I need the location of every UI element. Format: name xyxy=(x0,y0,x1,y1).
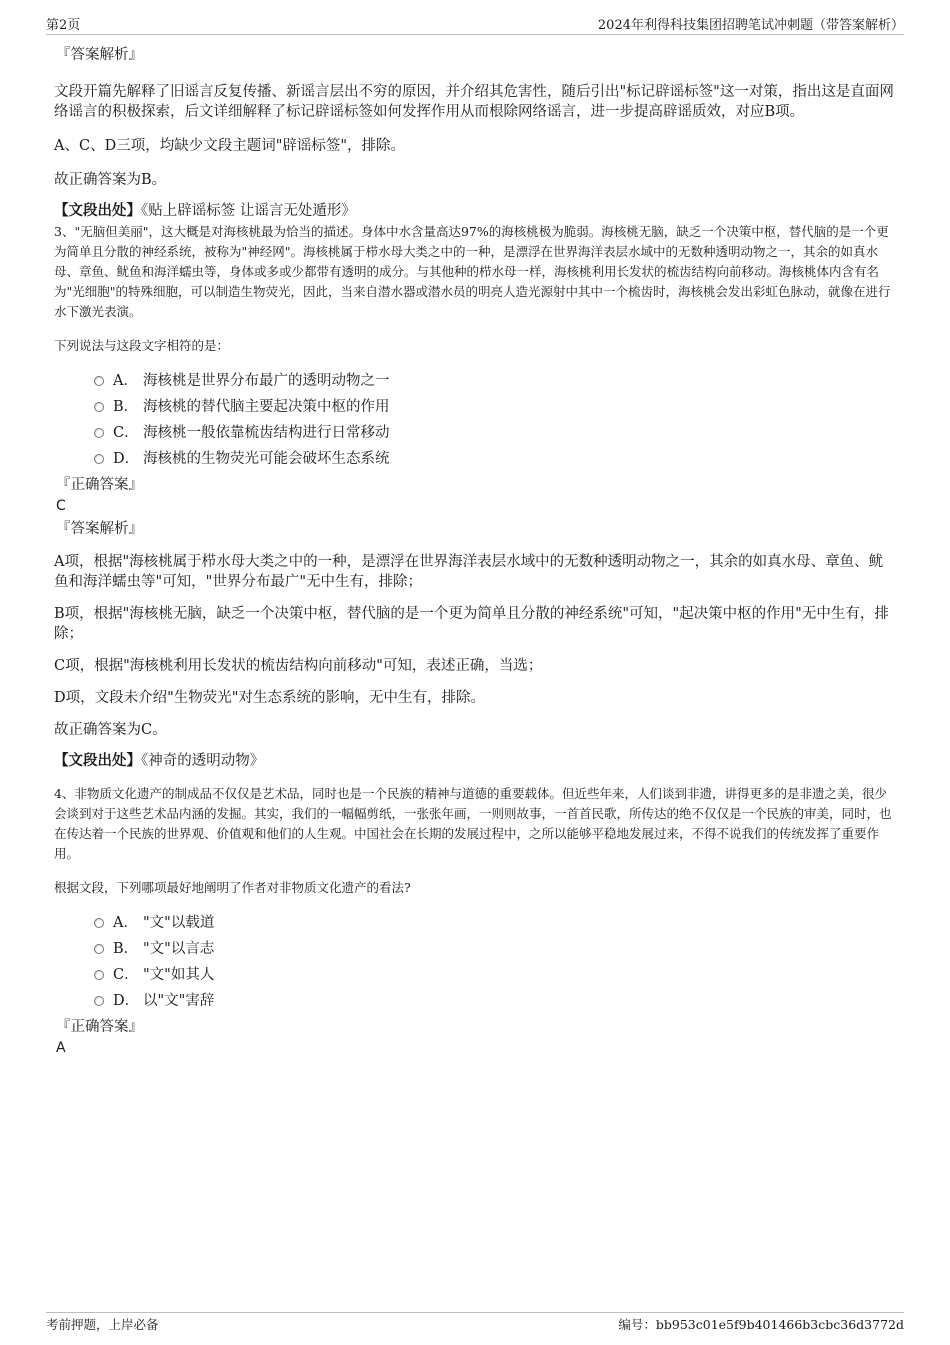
option-letter: B． xyxy=(113,941,139,957)
radio-icon[interactable] xyxy=(94,944,104,954)
option-text: 海核桃的生物荧光可能会破坏生态系统 xyxy=(143,451,390,467)
option-text: 海核桃一般依靠梳齿结构进行日常移动 xyxy=(143,425,390,441)
radio-icon[interactable] xyxy=(94,970,104,980)
option-c[interactable] xyxy=(94,962,896,988)
question-prompt: 下列说法与这段文字相符的是： xyxy=(54,338,230,353)
source-citation xyxy=(54,200,896,222)
option-c[interactable] xyxy=(94,420,896,446)
document-code xyxy=(618,1315,904,1333)
option-letter: B． xyxy=(113,399,139,415)
page-header xyxy=(46,14,904,35)
question-prompt: 根据文段，下列哪项最好地阐明了作者对非物质文化遗产的看法? xyxy=(54,880,411,895)
option-text: "文"如其人 xyxy=(143,967,215,983)
option-list xyxy=(94,910,896,1014)
analysis-paragraph: C项，根据"海核桃利用长发状的梳齿结构向前移动"可知，表述正确，当选； xyxy=(54,658,543,674)
conclusion: 故正确答案为C。 xyxy=(54,722,167,738)
option-text: "文"以载道 xyxy=(143,915,215,931)
footer-slogan: 考前押题，上岸必备 xyxy=(46,1317,159,1332)
option-letter: A． xyxy=(113,373,138,389)
option-letter: A． xyxy=(113,915,138,931)
option-b[interactable] xyxy=(94,936,896,962)
question-stem: 4、非物质文化遗产的制成品不仅仅是艺术品，同时也是一个民族的精神与道德的重要载体。但近些年来，人们谈到非遗，讲得更多的是非遗之美，很少会谈到对于这些艺术品内涵的发掘。其实，我们的一幅幅剪纸，一张张年画，一则则故事，一首首民歌，所传达的绝不仅仅是一个民族的审美，同时，也在传达着一个民族的世界观、价值观和他们的人生观。中国社会在长期的发展过程中，之所以能够平稳地发展过来，不得不说我们的传统发挥了重要作用。 xyxy=(54,786,892,861)
option-b[interactable] xyxy=(94,394,896,420)
option-d[interactable] xyxy=(94,446,896,472)
analysis-paragraph: B项，根据"海核桃无脑，缺乏一个决策中枢，替代脑的是一个更为简单且分散的神经系统"可知，"起决策中枢的作用"无中生有，排除； xyxy=(54,606,889,642)
option-d[interactable] xyxy=(94,988,896,1014)
analysis-paragraph: D项，文段未介绍"生物荧光"对生态系统的影响，无中生有，排除。 xyxy=(54,690,485,706)
answer-title: 『正确答案』 xyxy=(56,477,143,493)
code-value: bb953c01e5f9b401466b3cbc36d3772d xyxy=(655,1317,904,1332)
analysis-title: 『答案解析』 xyxy=(56,521,143,537)
page-content xyxy=(54,44,896,1058)
option-a[interactable] xyxy=(94,368,896,394)
radio-icon[interactable] xyxy=(94,996,104,1006)
option-text: 海核桃的替代脑主要起决策中枢的作用 xyxy=(143,399,390,415)
page-number: 第2页 xyxy=(46,18,81,33)
question-stem: 3、"无脑但美丽"，这大概是对海核桃最为恰当的描述。身体中水含量高达97%的海核桃极为脆弱。海核桃无脑，缺乏一个决策中枢，替代脑的是一个更为简单且分散的神经系统，被称为"神经网"。海核桃属于栉水母大类之中的一种，是漂浮在世界海洋表层水域中的无数种透明动物之一，其余的如真水母、章鱼、鱿鱼和海洋蠕虫等，身体或多或少都带有透明的成分。与其他种的栉水母一样，海核桃利用长发状的梳齿结构向前移动。海核桃体内含有名为"光细胞"的特殊细胞，可以制造生物荧光，因此，当来自潜水器或潜水员的明亮人造光源射中其中一个梳齿时，海核桃会发出彩虹色脉动，就像在进行水下激光表演。 xyxy=(54,224,891,319)
radio-icon[interactable] xyxy=(94,918,104,928)
option-list xyxy=(94,368,896,472)
analysis-paragraph: 文段开篇先解释了旧谣言反复传播、新谣言层出不穷的原因，并介绍其危害性，随后引出"标记辟谣标签"这一对策，指出这是直面网络谣言的积极探索，后文详细解释了标记辟谣标签如何发挥作用从而根除网络谣言，进一步提高辟谣质效，对应B项。 xyxy=(54,84,894,120)
correct-answer: C xyxy=(56,498,66,514)
correct-answer: A xyxy=(56,1040,66,1056)
option-letter: C． xyxy=(113,967,139,983)
conclusion: 故正确答案为B。 xyxy=(54,172,167,188)
answer-title: 『正确答案』 xyxy=(56,1019,143,1035)
option-letter: D． xyxy=(113,993,140,1009)
source-label: 【文段出处】 xyxy=(54,752,141,769)
radio-icon[interactable] xyxy=(94,454,104,464)
source-title: 《神奇的透明动物》 xyxy=(141,753,265,769)
analysis-title: 『答案解析』 xyxy=(56,47,143,63)
option-text: 海核桃是世界分布最广的透明动物之一 xyxy=(143,373,390,389)
source-citation xyxy=(54,750,896,772)
radio-icon[interactable] xyxy=(94,428,104,438)
option-text: 以"文"害辞 xyxy=(143,993,215,1009)
page-footer xyxy=(46,1312,904,1332)
analysis-paragraph: A项，根据"海核桃属于栉水母大类之中的一种，是漂浮在世界海洋表层水域中的无数种透明动物之一，其余的如真水母、章鱼、鱿鱼和海洋蠕虫等"可知，"世界分布最广"无中生有，排除； xyxy=(54,554,884,590)
document-title: 2024年利得科技集团招聘笔试冲刺题（带答案解析） xyxy=(597,18,904,33)
radio-icon[interactable] xyxy=(94,402,104,412)
option-text: "文"以言志 xyxy=(143,941,215,957)
option-letter: C． xyxy=(113,425,139,441)
radio-icon[interactable] xyxy=(94,376,104,386)
source-label: 【文段出处】 xyxy=(54,202,141,219)
option-letter: D． xyxy=(113,451,140,467)
option-a[interactable] xyxy=(94,910,896,936)
source-title: 《贴上辟谣标签 让谣言无处遁形》 xyxy=(141,203,356,219)
code-label: 编号： xyxy=(618,1317,656,1332)
analysis-paragraph: A、C、D三项，均缺少文段主题词"辟谣标签"，排除。 xyxy=(54,138,406,154)
